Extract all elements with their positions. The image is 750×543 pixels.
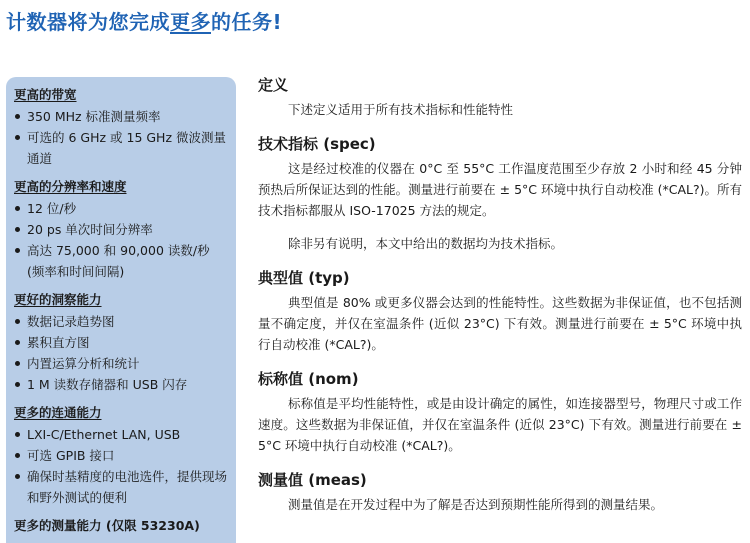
section-heading: 标称值 (nom) xyxy=(258,370,359,388)
sidebar-item: 20 ps 单次时间分辨率 xyxy=(14,219,228,240)
title-before: 计数器将为您完成 xyxy=(6,10,170,34)
title-after: 的任务! xyxy=(211,10,283,34)
sidebar-item: 确保时基精度的电池选件，提供现场和野外测试的便利 xyxy=(14,466,228,508)
sidebar-group-resolution xyxy=(14,177,228,282)
sidebar-list xyxy=(14,106,228,169)
section-paragraph: 这是经过校准的仪器在 0°C 至 55°C 工作温度范围至少存放 2 小时和经 45 分钟预热后所保证达到的性能。测量进行前要在 ± 5°C 环境中执行自动校准 (*CAL?)。所有技术指标都服从 ISO-17025 方法的规定。 xyxy=(258,161,742,218)
sidebar-heading: 更高的带宽 xyxy=(14,87,77,102)
section-heading: 定义 xyxy=(258,76,289,94)
sidebar-group-connectivity xyxy=(14,403,228,508)
section-spec xyxy=(258,133,742,254)
sidebar-item: LXI-C/Ethernet LAN, USB xyxy=(14,424,228,445)
section-meas xyxy=(258,469,742,515)
sidebar-group-measurement xyxy=(14,516,228,536)
section-paragraph: 标称值是平均性能特性，或是由设计确定的属性，如连接器型号，物理尺寸或工作速度。这些数据为非保证值，并仅在室温条件 (近似 23°C) 下有效。测量进行前要在 ± 5°C 环境中执行自动校准 (*CAL?)。 xyxy=(258,396,742,453)
sidebar-heading: 更多的连通能力 xyxy=(14,405,102,420)
sidebar-heading: 更多的测量能力 (仅限 53230A) xyxy=(14,518,200,533)
sidebar-heading: 更高的分辨率和速度 xyxy=(14,179,127,194)
section-definition xyxy=(258,74,742,120)
section-heading: 技术指标 (spec) xyxy=(258,135,376,153)
page-title xyxy=(6,6,282,35)
section-heading: 典型值 (typ) xyxy=(258,269,350,287)
section-paragraph: 典型值是 80% 或更多仪器会达到的性能特性。这些数据为非保证值，也不包括测量不确定度，并仅在室温条件 (近似 23°C) 下有效。测量进行前要在 ± 5°C 环境中执行自动校准 (*CAL?)。 xyxy=(258,295,742,352)
sidebar-item: 350 MHz 标准测量频率 xyxy=(14,106,228,127)
section-paragraph: 测量值是在开发过程中为了解是否达到预期性能所得到的测量结果。 xyxy=(288,497,664,512)
sidebar-item: 可选 GPIB 接口 xyxy=(14,445,228,466)
sidebar-group-insight xyxy=(14,290,228,395)
sidebar-item: 高达 75,000 和 90,000 读数/秒 (频率和时间间隔) xyxy=(14,240,228,282)
sidebar-item: 可选的 6 GHz 或 15 GHz 微波测量通道 xyxy=(14,127,228,169)
section-paragraph: 除非另有说明，本文中给出的数据均为技术指标。 xyxy=(288,236,564,251)
sidebar-item: 1 M 读数存储器和 USB 闪存 xyxy=(14,374,228,395)
title-underlined: 更多 xyxy=(170,10,211,34)
section-typ xyxy=(258,267,742,355)
sidebar-list xyxy=(14,198,228,282)
sidebar-list xyxy=(14,311,228,395)
sidebar-item: 累积直方图 xyxy=(14,332,228,353)
section-nom xyxy=(258,368,742,456)
section-heading: 测量值 (meas) xyxy=(258,471,367,489)
section-paragraph: 下述定义适用于所有技术指标和性能特性 xyxy=(288,102,514,117)
sidebar-item: 内置运算分析和统计 xyxy=(14,353,228,374)
sidebar-heading: 更好的洞察能力 xyxy=(14,292,102,307)
feature-sidebar xyxy=(6,77,236,543)
sidebar-list xyxy=(14,424,228,508)
sidebar-item: 12 位/秒 xyxy=(14,198,228,219)
definitions-content xyxy=(258,74,742,528)
sidebar-group-bandwidth xyxy=(14,85,228,169)
sidebar-item: 数据记录趋势图 xyxy=(14,311,228,332)
